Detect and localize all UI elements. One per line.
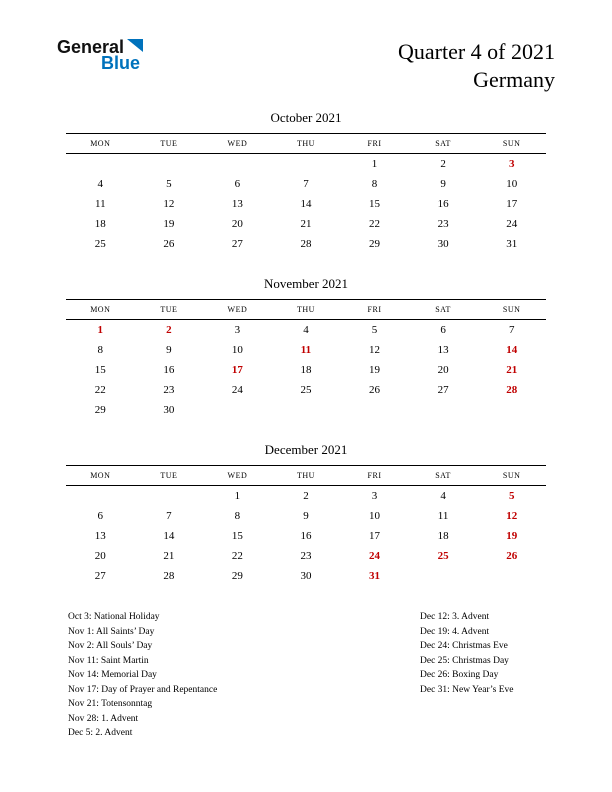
day-header-mon: MON [66, 466, 135, 486]
day-header-wed: WED [203, 300, 272, 320]
date-cell: 27 [437, 384, 449, 396]
date-cell: 20 [94, 550, 106, 562]
day-header-fri: FRI [340, 134, 409, 154]
month-title: December 2021 [264, 442, 348, 457]
empty-cell [272, 400, 341, 420]
date-cell: 26 [163, 238, 175, 250]
date-cell: 3 [371, 490, 378, 502]
day-header-sat: SAT [409, 134, 478, 154]
day-header-row [66, 466, 546, 486]
holiday-item: Oct 3: National Holiday [68, 612, 160, 622]
date-cell: 5 [508, 490, 515, 502]
date-cell: 11 [300, 344, 312, 356]
calendar-body [66, 154, 546, 255]
week-row [66, 154, 546, 175]
day-header-fri: FRI [340, 300, 409, 320]
date-cell: 18 [437, 530, 449, 542]
date-cell: 8 [97, 344, 104, 356]
date-cell: 15 [231, 530, 243, 542]
date-cell: 18 [300, 364, 312, 376]
month-title: October 2021 [270, 110, 342, 125]
day-header-mon: MON [66, 134, 135, 154]
empty-cell [409, 566, 478, 586]
date-cell: 16 [300, 530, 312, 542]
day-header-sat: SAT [409, 466, 478, 486]
holiday-item: Dec 31: New Year’s Eve [420, 684, 514, 695]
holiday-item: Dec 12: 3. Advent [420, 612, 490, 622]
date-cell: 2 [303, 490, 309, 502]
date-cell: 27 [231, 238, 243, 250]
date-cell: 4 [97, 178, 104, 190]
week-row [66, 546, 546, 566]
holiday-item: Nov 28: 1. Advent [68, 713, 139, 724]
page-title [398, 38, 555, 94]
date-cell: 28 [300, 238, 312, 250]
logo-text-general: General [57, 37, 125, 57]
date-cell: 5 [371, 324, 378, 336]
empty-cell [203, 154, 272, 175]
date-cell: 7 [303, 178, 309, 190]
date-cell: 31 [506, 238, 518, 250]
week-row [66, 400, 546, 420]
date-cell: 20 [437, 364, 449, 376]
week-row [66, 506, 546, 526]
day-header-row [66, 300, 546, 320]
date-cell: 2 [440, 158, 446, 170]
holiday-item: Dec 24: Christmas Eve [420, 641, 508, 651]
date-cell: 10 [506, 178, 518, 190]
logo-text-blue: Blue [101, 53, 141, 73]
date-cell: 30 [163, 404, 175, 416]
date-cell: 3 [508, 158, 515, 170]
date-cell: 20 [231, 218, 243, 230]
day-header-wed: WED [203, 466, 272, 486]
date-cell: 14 [300, 198, 312, 210]
month-section-december [66, 442, 546, 586]
holiday-item: Dec 25: Christmas Day [420, 655, 509, 666]
empty-cell [272, 154, 341, 175]
holiday-item: Dec 5: 2. Advent [68, 728, 133, 738]
date-cell: 6 [97, 510, 104, 522]
date-cell: 23 [163, 384, 175, 396]
date-cell: 19 [163, 218, 175, 230]
date-cell: 24 [369, 550, 381, 562]
date-cell: 4 [440, 490, 446, 502]
month-section-november [66, 276, 546, 420]
date-cell: 23 [437, 218, 449, 230]
holiday-column-right [420, 610, 555, 741]
holiday-item: Nov 11: Saint Martin [68, 655, 149, 666]
date-cell: 2 [166, 324, 172, 336]
date-cell: 22 [369, 218, 381, 230]
date-cell: 29 [94, 404, 106, 416]
date-cell: 12 [163, 198, 175, 210]
day-header-mon: MON [66, 300, 135, 320]
date-cell: 11 [94, 198, 106, 210]
holidays-section [0, 610, 612, 741]
day-header-tue: TUE [135, 300, 204, 320]
date-cell: 18 [94, 218, 106, 230]
week-row [66, 234, 546, 254]
general-blue-logo [57, 38, 143, 72]
date-cell: 1 [371, 158, 378, 170]
week-row [66, 214, 546, 234]
date-cell: 1 [234, 490, 241, 502]
date-cell: 27 [94, 570, 106, 582]
date-cell: 10 [231, 344, 243, 356]
date-cell: 16 [437, 198, 449, 210]
date-cell: 5 [166, 178, 172, 190]
day-header-tue: TUE [135, 134, 204, 154]
months-container [66, 110, 546, 586]
date-cell: 28 [163, 570, 175, 582]
date-cell: 3 [234, 324, 241, 336]
empty-cell [340, 400, 409, 420]
day-header-thu: THU [272, 466, 341, 486]
date-cell: 6 [234, 178, 241, 190]
empty-cell [477, 566, 546, 586]
date-cell: 31 [369, 570, 381, 582]
day-header-tue: TUE [135, 466, 204, 486]
date-cell: 17 [369, 530, 381, 542]
holiday-item: Nov 21: Totensonntag [68, 699, 153, 709]
holiday-item: Nov 1: All Saints’ Day [68, 626, 155, 637]
week-row [66, 566, 546, 586]
calendar-body [66, 320, 546, 421]
date-cell: 8 [371, 178, 378, 190]
date-cell: 15 [369, 198, 381, 210]
date-cell: 29 [369, 238, 381, 250]
day-header-thu: THU [272, 300, 341, 320]
date-cell: 9 [303, 510, 309, 522]
holiday-item: Nov 2: All Souls’ Day [68, 641, 153, 651]
month-title: November 2021 [263, 276, 349, 291]
date-cell: 24 [231, 384, 243, 396]
empty-cell [66, 154, 135, 175]
date-cell: 23 [300, 550, 312, 562]
page-title-line1: Quarter 4 of 2021 [397, 39, 555, 64]
date-cell: 21 [300, 218, 312, 230]
page-header [0, 0, 612, 94]
date-cell: 12 [506, 510, 518, 522]
date-cell: 22 [231, 550, 243, 562]
date-cell: 10 [369, 510, 381, 522]
week-row [66, 194, 546, 214]
date-cell: 15 [94, 364, 106, 376]
page-title-line2: Germany [473, 67, 555, 92]
date-cell: 22 [94, 384, 106, 396]
date-cell: 19 [506, 530, 518, 542]
empty-cell [409, 400, 478, 420]
holiday-item: Nov 17: Day of Prayer and Repentance [68, 684, 218, 695]
date-cell: 4 [303, 324, 309, 336]
date-cell: 13 [437, 344, 449, 356]
date-cell: 21 [506, 364, 518, 376]
empty-cell [135, 486, 204, 507]
calendar-table [66, 465, 546, 586]
week-row [66, 380, 546, 400]
date-cell: 16 [163, 364, 175, 376]
date-cell: 26 [369, 384, 381, 396]
holiday-item: Nov 14: Memorial Day [68, 670, 157, 680]
month-section-october [66, 110, 546, 254]
day-header-fri: FRI [340, 466, 409, 486]
empty-cell [66, 486, 135, 507]
day-header-sun: SUN [477, 466, 546, 486]
date-cell: 17 [506, 198, 518, 210]
calendar-table [66, 133, 546, 254]
date-cell: 21 [163, 550, 175, 562]
empty-cell [477, 400, 546, 420]
date-cell: 12 [369, 344, 381, 356]
date-cell: 7 [166, 510, 172, 522]
date-cell: 8 [234, 510, 241, 522]
empty-cell [203, 400, 272, 420]
date-cell: 13 [231, 198, 243, 210]
date-cell: 24 [506, 218, 518, 230]
date-cell: 29 [231, 570, 243, 582]
empty-cell [135, 154, 204, 175]
holiday-item: Dec 26: Boxing Day [420, 670, 499, 680]
date-cell: 17 [231, 364, 243, 376]
logo-triangle-icon [127, 39, 143, 52]
date-cell: 25 [300, 384, 312, 396]
date-cell: 25 [437, 550, 449, 562]
day-header-sun: SUN [477, 134, 546, 154]
week-row [66, 320, 546, 341]
day-header-wed: WED [203, 134, 272, 154]
day-header-row [66, 134, 546, 154]
date-cell: 9 [166, 344, 172, 356]
date-cell: 14 [163, 530, 175, 542]
date-cell: 7 [508, 324, 515, 336]
date-cell: 19 [369, 364, 381, 376]
date-cell: 26 [506, 550, 518, 562]
date-cell: 28 [506, 384, 518, 396]
day-header-sun: SUN [477, 300, 546, 320]
holiday-column-left [68, 610, 420, 741]
date-cell: 25 [94, 238, 106, 250]
calendar-body [66, 486, 546, 587]
date-cell: 13 [94, 530, 106, 542]
date-cell: 6 [440, 324, 446, 336]
date-cell: 14 [506, 344, 518, 356]
week-row [66, 174, 546, 194]
week-row [66, 486, 546, 507]
week-row [66, 360, 546, 380]
week-row [66, 340, 546, 360]
week-row [66, 526, 546, 546]
day-header-thu: THU [272, 134, 341, 154]
holiday-item: Dec 19: 4. Advent [420, 626, 490, 637]
date-cell: 1 [97, 324, 104, 336]
date-cell: 9 [440, 178, 446, 190]
date-cell: 30 [437, 238, 449, 250]
calendar-table [66, 299, 546, 420]
date-cell: 30 [300, 570, 312, 582]
day-header-sat: SAT [409, 300, 478, 320]
date-cell: 11 [437, 510, 449, 522]
